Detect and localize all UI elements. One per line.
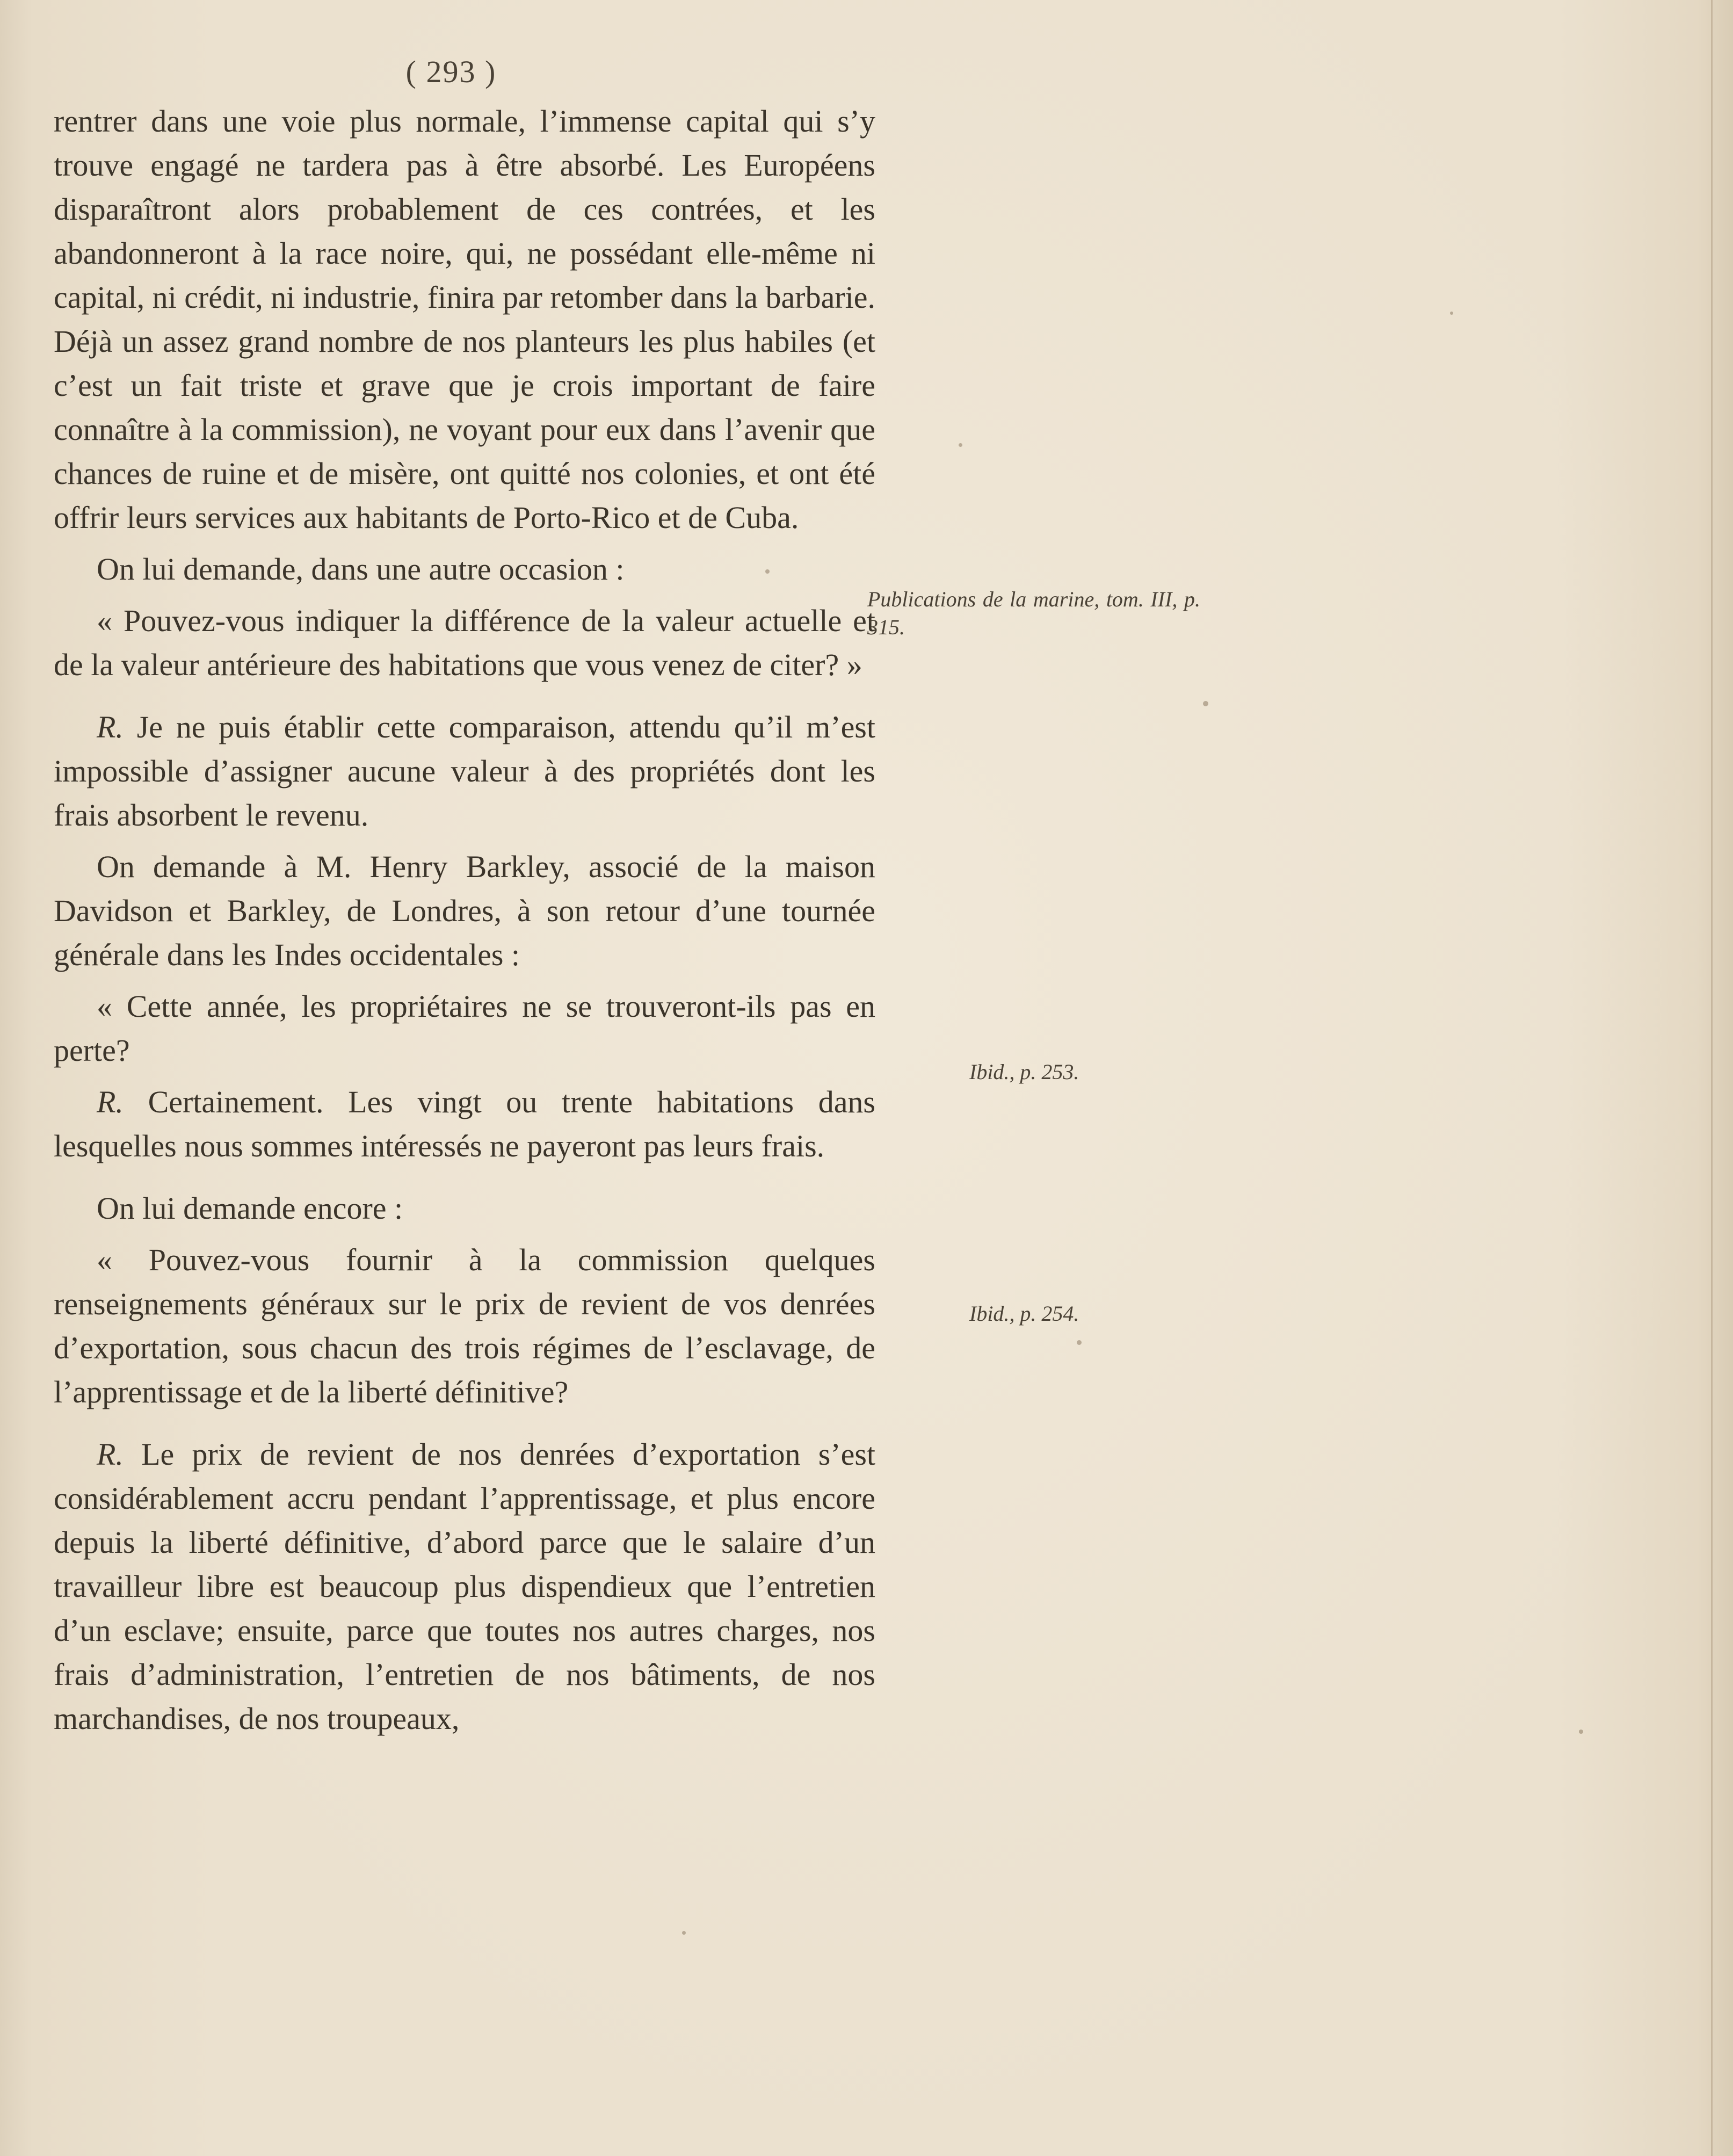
paper-speck xyxy=(1077,1340,1082,1345)
paragraph-answer xyxy=(54,1080,875,1168)
body-text xyxy=(54,99,875,1741)
paragraph-question: « Pouvez-vous indiquer la différence de la valeur actuelle et de la valeur antérieure des habitations que vous venez de citer? » xyxy=(54,603,875,682)
paragraph-question-intro: On lui demande, dans une autre occasion : xyxy=(97,552,625,587)
paper-speck xyxy=(959,443,962,447)
paragraph-question-intro: On demande à M. Henry Barkley, associé de la maison Davidson et Barkley, de Londres, à son retour d’une tournée générale dans les Indes occidentales : xyxy=(54,849,875,972)
answer-text: Le prix de revient de nos denrées d’exportation s’est considérablement accru pendant l’apprentissage, et plus encore depuis la liberté définitive, d’abord parce que le salaire d’un travailleur libre est beaucoup plus dispendieux que l’entretien d’un esclave; ensuite, parce que toutes nos autres charges, nos frais d’administration, l’entretien de nos bâtiments, de nos marchandises, de nos troupeaux, xyxy=(54,1437,876,1736)
answer-text: Je ne puis établir cette comparaison, attendu qu’il m’est impossible d’assigner aucune valeur à des propriétés dont les frais absorbent le revenu. xyxy=(54,710,875,833)
answer-marker: R. xyxy=(97,1084,124,1119)
answer-marker: R. xyxy=(97,710,124,744)
paragraph-continued: rentrer dans une voie plus normale, l’immense capital qui s’y trouve engagé ne tardera pas à être absorbé. Les Européens disparaîtront alors probablement de ces contrées, et les abandonneront à la race noire, qui, ne possédant elle-même ni capital, ni crédit, ni industrie, finira par retomber dans la barbarie. Déjà un assez grand nombre de nos planteurs les plus habiles (et c’est un fait triste et grave que je crois important de faire connaître à la commission), ne voyant pour eux dans l’avenir que chances de ruine et de misère, ont quitté nos colonies, et ont été offrir leurs services aux habitants de Porto-Rico et de Cuba. xyxy=(54,104,875,535)
paragraph-answer xyxy=(54,1432,875,1741)
paragraph-question-intro: On lui demande encore : xyxy=(97,1191,403,1226)
paper-speck xyxy=(1203,701,1208,706)
margin-note: Publications de la marine, tom. III, p. 315. xyxy=(867,587,1200,639)
paper-speck xyxy=(765,569,770,574)
page-fold-edge xyxy=(1711,0,1713,2156)
paragraph-question: « Pouvez-vous fournir à la commission quelques renseignements généraux sur le prix de revient de vos denrées d’exportation, sous chacun des trois régimes de l’esclavage, de l’apprentissage et de la liberté définitive? xyxy=(54,1242,875,1409)
answer-marker: R. xyxy=(97,1437,124,1472)
paper-speck xyxy=(682,1931,686,1935)
paper-speck xyxy=(1450,312,1453,315)
paragraph-answer xyxy=(54,705,875,837)
margin-note: Ibid., p. 253. xyxy=(969,1060,1079,1084)
paragraph-question: « Cette année, les propriétaires ne se trouveront-ils pas en perte? xyxy=(54,989,875,1068)
paper-speck xyxy=(1579,1730,1583,1734)
margin-note: Ibid., p. 254. xyxy=(969,1301,1079,1326)
answer-text: Certainement. Les vingt ou trente habitations dans lesquelles nous sommes intéressés ne payeront pas leurs frais. xyxy=(54,1084,876,1163)
page-number: ( 293 ) xyxy=(405,54,497,89)
